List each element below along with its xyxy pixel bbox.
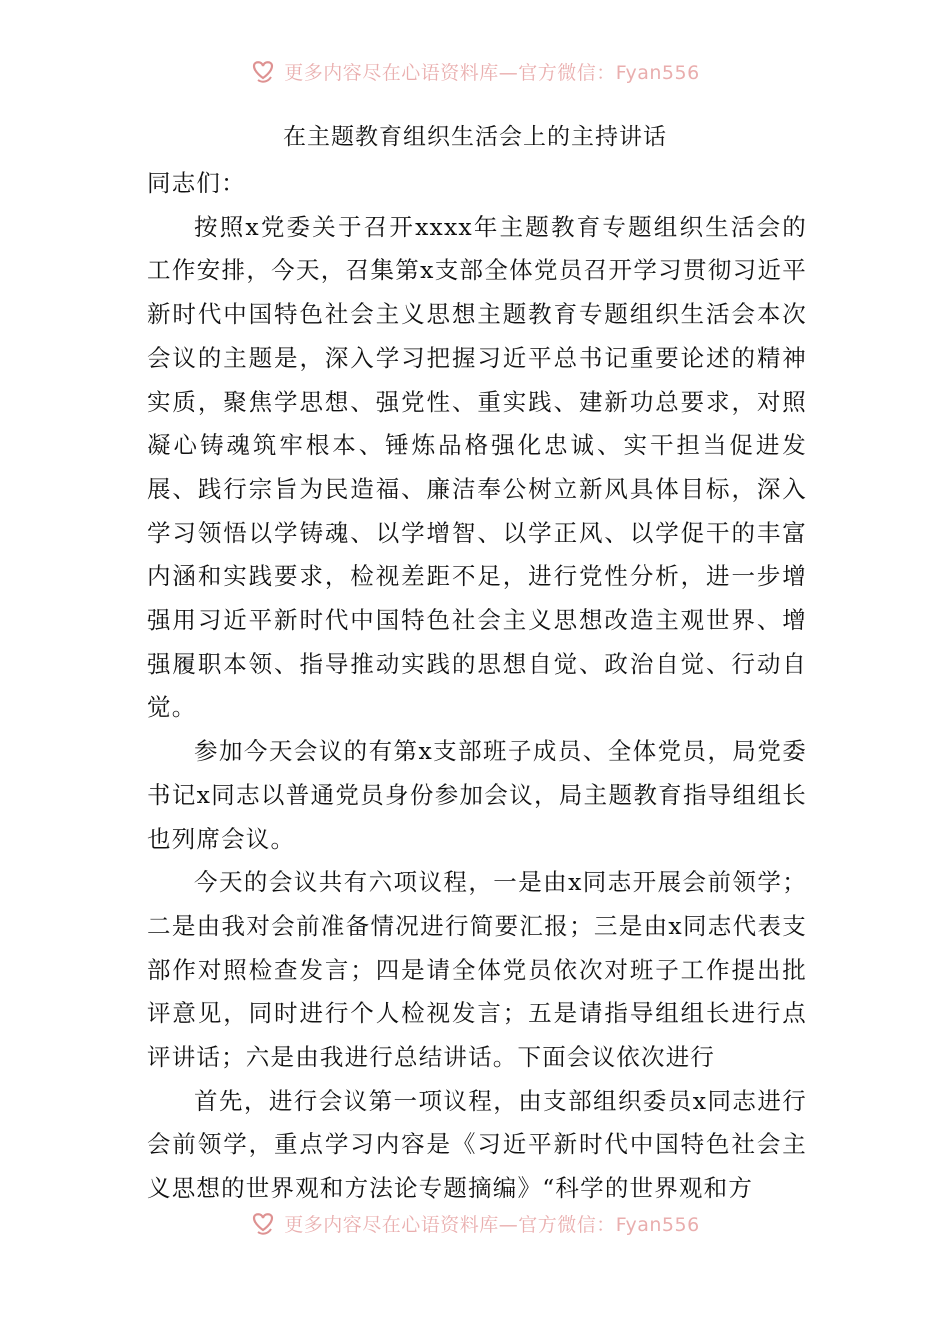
watermark-bottom — [0, 1208, 950, 1238]
salutation: 同志们： — [147, 169, 246, 197]
paragraph: 今天的会议共有六项议程，一是由x同志开展会前领学；二是由我对会前准备情况进行简要汇报；三是由x同志代表支部作对照检查发言；四是请全体党员依次对班子工作提出批评意见，同时进行个人检视发言；五是请指导组组长进行点评讲话；六是由我进行总结讲话。下面会议依次进行 — [147, 868, 807, 1072]
watermark-text: 更多内容尽在心语资料库—官方微信：Fyan556 — [284, 61, 700, 84]
watermark-logo-icon — [250, 1210, 276, 1236]
document-body — [147, 162, 807, 1211]
paragraph: 首先，进行会议第一项议程，由支部组织委员x同志进行会前领学，重点学习内容是《习近平新时代中国特色社会主义思想的世界观和方法论专题摘编》“科学的世界观和方 — [147, 1086, 807, 1203]
paragraph: 参加今天会议的有第x支部班子成员、全体党员，局党委书记x同志以普通党员身份参加会议，局主题教育指导组组长也列席会议。 — [147, 737, 807, 853]
paragraph: 按照x党委关于召开xxxx年主题教育专题组织生活会的工作安排，今天，召集第x支部全体党员召开学习贯彻习近平新时代中国特色社会主义思想主题教育专题组织生活会本次会议的主题是，深入学习把握习近平总书记重要论述的精神实质，聚焦学思想、强党性、重实践、建新功总要求，对照凝心铸魂筑牢根本、锤炼品格强化忠诚、实干担当促进发展、践行宗旨为民造福、廉洁奉公树立新风具体目标，深入学习领悟以学铸魂、以学增智、以学正风、以学促干的丰富内涵和实践要求，检视差距不足，进行党性分析，进一步增强用习近平新时代中国特色社会主义思想改造主观世界、增强履职本领、指导推动实践的思想自觉、政治自觉、行动自觉。 — [147, 212, 807, 722]
watermark-text: 更多内容尽在心语资料库—官方微信：Fyan556 — [284, 1213, 700, 1236]
document-title: 在主题教育组织生活会上的主持讲话 — [283, 124, 667, 150]
watermark-top — [0, 56, 950, 86]
watermark-logo-icon — [250, 58, 276, 84]
